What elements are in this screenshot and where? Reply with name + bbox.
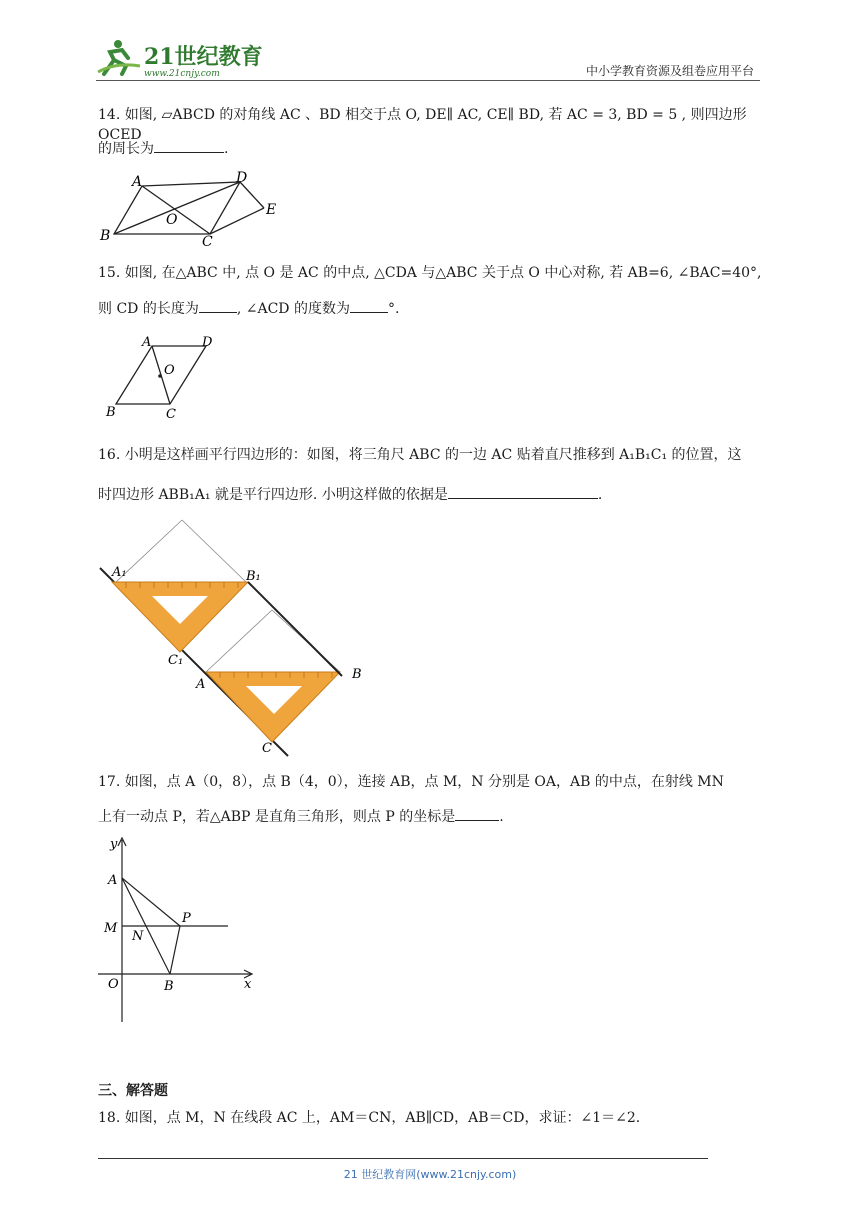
figure-q14: [98, 168, 288, 250]
svg-text:21世纪教育: 21世纪教育: [144, 44, 263, 70]
svg-text:C₁: C₁: [168, 653, 184, 668]
svg-text:B: B: [352, 667, 362, 682]
answer-blank: [154, 138, 224, 153]
platform-name: 中小学教育资源及组卷应用平台: [585, 64, 754, 78]
svg-text:A: A: [132, 174, 143, 190]
figure-q15: [100, 332, 230, 424]
site-logo: [96, 36, 266, 78]
question-14-text-line2: 的周长为 .: [98, 138, 763, 159]
question-17-text-line2: 上有一动点 P，若△ABP 是直角三角形，则点 P 的坐标是 .: [98, 806, 763, 827]
svg-text:C: C: [166, 407, 176, 422]
svg-text:E: E: [266, 202, 277, 218]
svg-text:D: D: [236, 170, 248, 186]
svg-text:O: O: [164, 363, 175, 378]
question-16-text-line2: 时四边形 ABB₁A₁ 就是平行四边形. 小明这样做的依据是 .: [98, 484, 763, 505]
svg-text:y: y: [110, 837, 118, 852]
svg-text:D: D: [202, 335, 213, 350]
svg-text:O: O: [166, 212, 178, 228]
svg-text:N: N: [132, 929, 144, 944]
svg-text:C: C: [202, 234, 213, 250]
svg-text:B: B: [164, 979, 174, 994]
question-15-text-line2: 则 CD 的长度为 , ∠ACD 的度数为 °.: [98, 298, 763, 319]
footer-link[interactable]: 21 世纪教育网(www.21cnjy.com): [343, 1168, 517, 1181]
svg-text:A: A: [196, 677, 206, 692]
footer-divider: [98, 1158, 708, 1159]
svg-text:A₁: A₁: [112, 565, 127, 580]
svg-text:O: O: [108, 977, 119, 992]
figure-q16-triangle-ruler: [96, 512, 376, 762]
svg-text:A: A: [108, 873, 118, 888]
set-square-lower: [206, 672, 340, 742]
set-square-upper: [112, 582, 248, 652]
question-18-text: 18. 如图，点 M，N 在线段 AC 上，AM＝CN，AB∥CD，AB＝CD，求证：∠1＝∠2.: [98, 1110, 641, 1126]
section-title: 三、解答题: [98, 1083, 168, 1099]
answer-blank: [448, 484, 598, 499]
answer-blank: [350, 298, 388, 313]
svg-text:M: M: [104, 921, 118, 936]
svg-text:B: B: [106, 405, 116, 420]
header-divider: [96, 80, 760, 81]
svg-text:B: B: [100, 228, 111, 244]
question-17-text: 17. 如图，点 A（0，8），点 B（4，0），连接 AB，点 M，N 分别是 OA，AB 的中点，在射线 MN: [98, 774, 724, 790]
answer-blank: [455, 806, 499, 821]
svg-text:B₁: B₁: [246, 569, 261, 584]
svg-text:x: x: [244, 977, 252, 992]
svg-text:P: P: [182, 911, 191, 926]
answer-blank: [199, 298, 237, 313]
svg-text:C: C: [262, 741, 272, 756]
svg-text:www.21cnjy.com: www.21cnjy.com: [144, 69, 220, 78]
question-14-text: 14. 如图, ▱ABCD 的对角线 AC 、BD 相交于点 O, DE∥ AC, CE∥ BD, 若 AC = 3, BD = 5 , 则四边形 OCED: [98, 107, 747, 143]
question-15-text: 15. 如图, 在△ABC 中, 点 O 是 AC 的中点, △CDA 与△ABC 关于点 O 中心对称, 若 AB=6, ∠BAC=40°,: [98, 265, 762, 281]
runner-logo-icon: [98, 40, 140, 74]
figure-q17-coordinate: [98, 834, 268, 1024]
svg-text:A: A: [142, 335, 152, 350]
question-16-text: 16. 小明是这样画平行四边形的：如图，将三角尺 ABC 的一边 AC 贴着直尺推移到 A₁B₁C₁ 的位置，这: [98, 447, 742, 463]
